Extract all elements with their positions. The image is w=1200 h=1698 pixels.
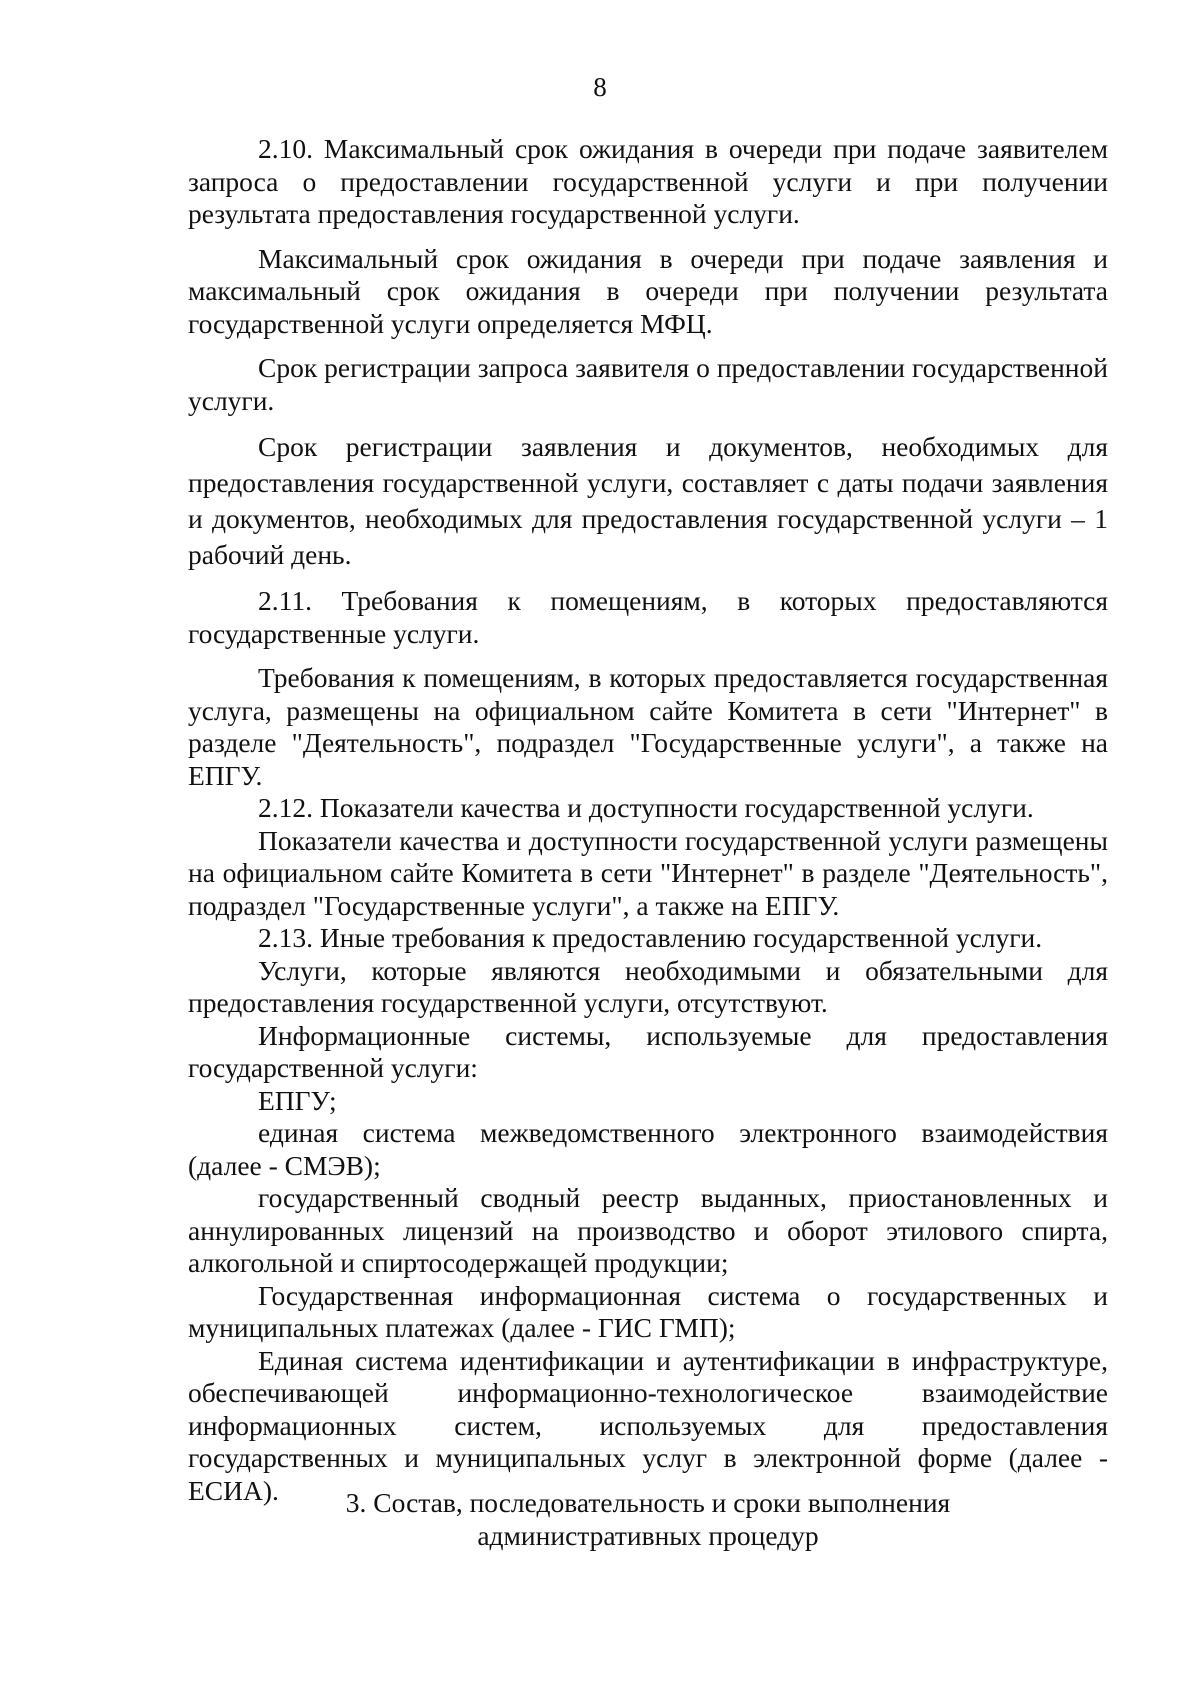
list-item-esia: Единая система идентификации и аутентификации в инфраструктуре, обеспечивающей информационно-технологическое взаимодействие информационных систем, используемых для предоставления государственных и муниципальных услуг в электронной форме (далее - ЕСИА). (188, 1344, 1108, 1506)
paragraph-registration-term-title: Срок регистрации запроса заявителя о предоставлении государственной услуги. (188, 352, 1108, 416)
list-item-license-registry: государственный сводный реестр выданных, приостановленных и аннулированных лицензий на производство и оборот этилового спирта, алкогольной и спиртосодержащей продукции; (188, 1182, 1108, 1278)
paragraph-2-11: 2.11. Требования к помещениям, в которых предоставляются государственные услуги. (188, 585, 1108, 649)
paragraph-required-services: Услуги, которые являются необходимыми и обязательными для предоставления государственной услуги, отсутствуют. (188, 954, 1108, 1018)
section-heading-line-1: 3. Состав, последовательность и сроки выполнения (345, 1487, 951, 1518)
section-heading (188, 1486, 1108, 1552)
list-item-epgu: ЕПГУ; (258, 1084, 337, 1116)
page-number: 8 (593, 72, 607, 102)
paragraph-registration-term: Срок регистрации заявления и документов, необходимых для предоставления государственной услуги, составляет с даты подачи заявления и документов, необходимых для предоставления государственной услуги – 1 рабочий день. (188, 431, 1108, 570)
paragraph-queue-time: Максимальный срок ожидания в очереди при подаче заявления и максимальный срок ожидания в очереди при получении результата государственной услуги определяется МФЦ. (188, 242, 1108, 339)
paragraph-quality-indicators: Показатели качества и доступности государственной услуги размещены на официальном сайте Комитета в сети "Интернет" в разделе "Деятельность", подраздел "Государственные услуги", а также на ЕПГУ. (188, 824, 1108, 921)
paragraph-premises-requirements: Требования к помещениям, в которых предоставляется государственная услуга, размещены на официальном сайте Комитета в сети "Интернет" в разделе "Деятельность", подраздел "Государственные услуги", а также на ЕПГУ. (188, 662, 1108, 791)
section-heading-line-2: административных процедур (477, 1520, 819, 1551)
paragraph-2-12: 2.12. Показатели качества и доступности государственной услуги. (258, 792, 1034, 823)
list-item-gis-gmp: Государственная информационная система о государственных и муниципальных платежах (далее - ГИС ГМП); (188, 1279, 1108, 1343)
paragraph-2-13: 2.13. Иные требования к предоставлению государственной услуги. (258, 922, 1043, 953)
paragraph-information-systems: Информационные системы, используемые для предоставления государственной услуги: (188, 1019, 1108, 1083)
document-body (188, 133, 1108, 1507)
paragraph-2-10: 2.10. Максимальный срок ожидания в очереди при подаче заявителем запроса о предоставлении государственной услуги и при получении результата предоставления государственной услуги. (188, 133, 1108, 229)
list-item-smev: единая система межведомственного электронного взаимодействия (далее - СМЭВ); (188, 1117, 1108, 1181)
